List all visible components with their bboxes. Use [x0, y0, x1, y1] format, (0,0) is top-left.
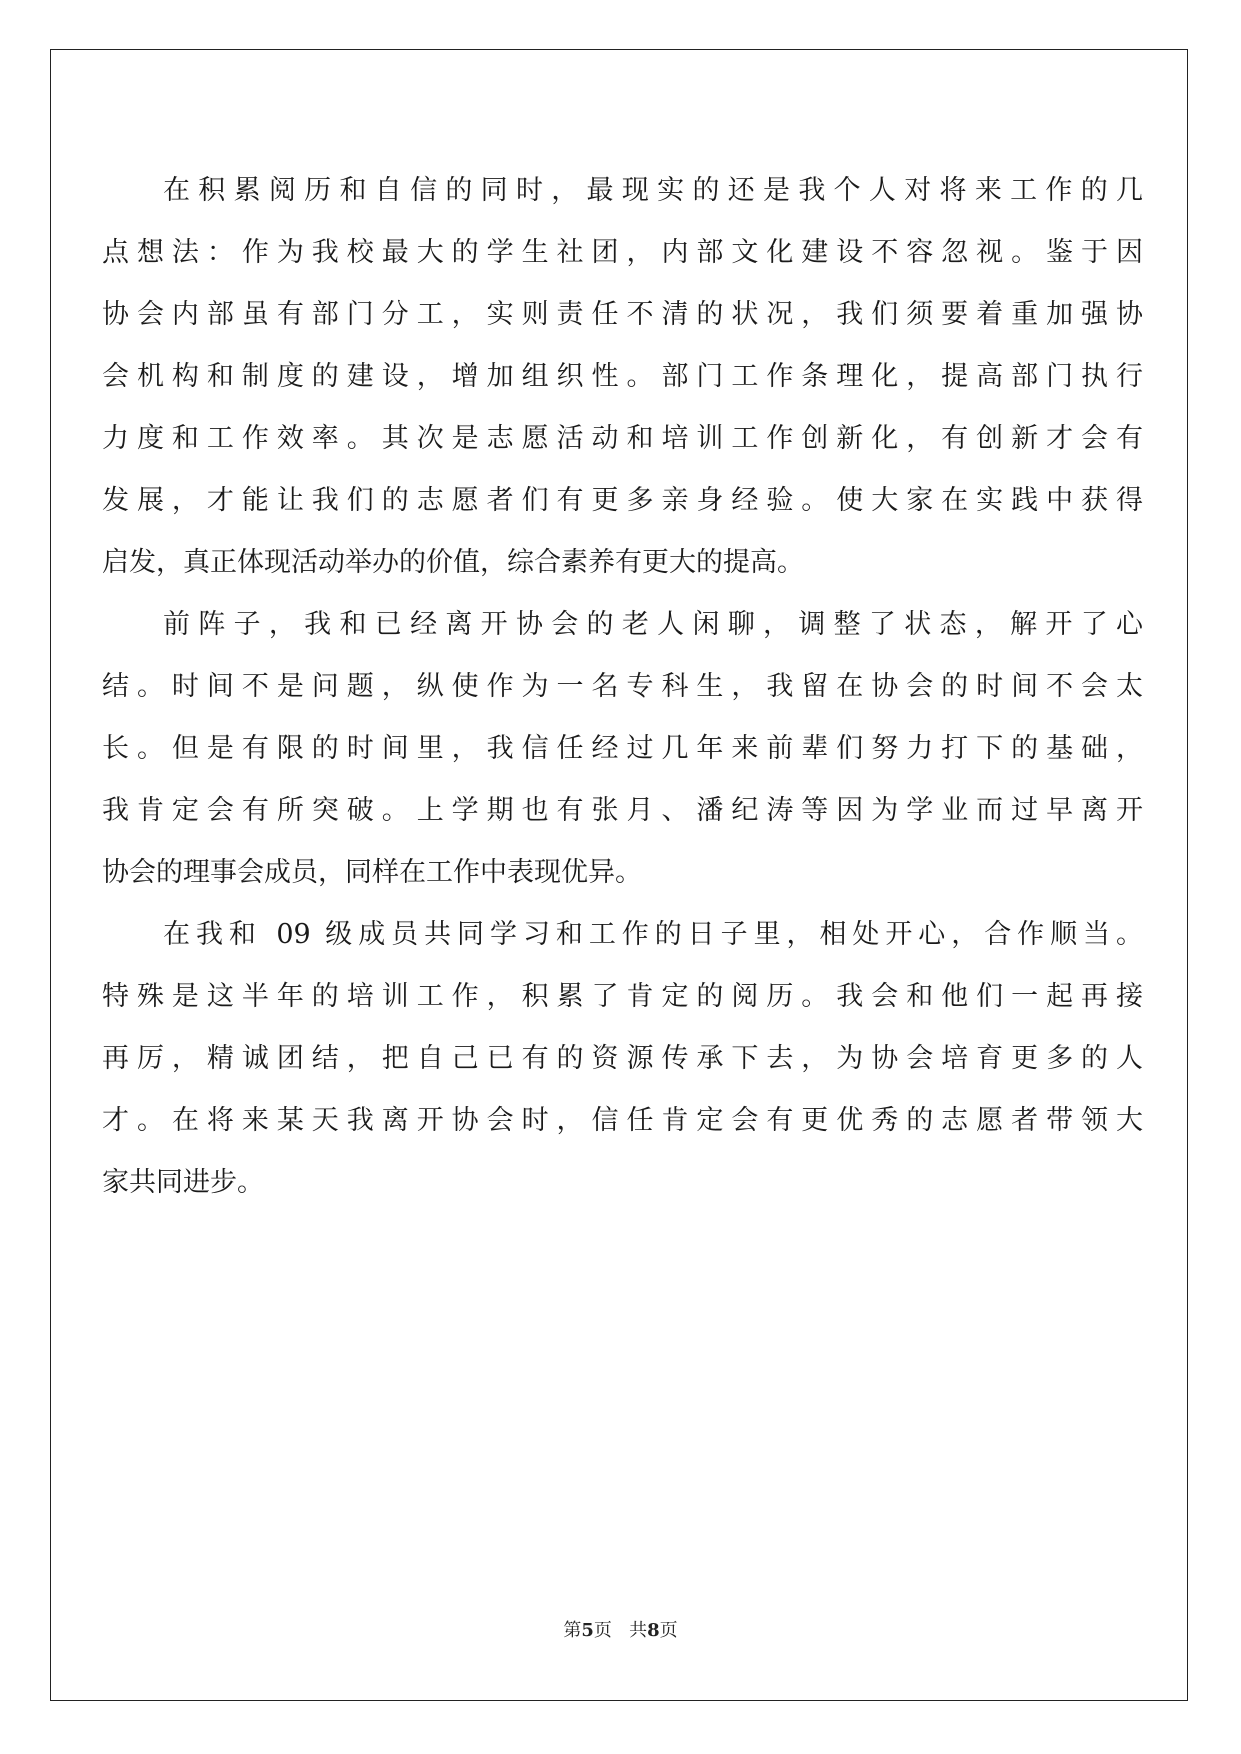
- text-line: 发展，才能让我们的志愿者们有更多亲身经验。使大家在实践中获得: [102, 485, 1143, 516]
- paragraph-2: [102, 594, 1143, 904]
- footer-page-suffix: 页: [593, 1620, 612, 1641]
- text-line: 在积累阅历和自信的同时，最现实的还是我个人对将来工作的几: [163, 175, 1143, 206]
- page-number-footer: [0, 1616, 1241, 1642]
- text-line: 协会的理事会成员，同样在工作中表现优异。: [102, 857, 642, 888]
- total-pages-number: 8: [647, 1620, 660, 1641]
- text-line: 长。但是有限的时间里，我信任经过几年来前辈们努力打下的基础，: [102, 733, 1143, 764]
- text-line: 才。在将来某天我离开协会时，信任肯定会有更优秀的志愿者带领大: [102, 1105, 1143, 1136]
- text-line: 再厉，精诚团结，把自己已有的资源传承下去，为协会培育更多的人: [102, 1043, 1143, 1074]
- text-line: 启发，真正体现活动举办的价值，综合素养有更大的提高。: [102, 547, 804, 578]
- footer-prefix: 第: [563, 1620, 582, 1641]
- document-body: [102, 160, 1143, 1214]
- text-line: 点想法：作为我校最大的学生社团，内部文化建设不容忽视。鉴于因: [102, 237, 1143, 268]
- text-line: 在我和 09 级成员共同学习和工作的日子里，相处开心，合作顺当。: [163, 919, 1143, 950]
- footer-total-prefix: 共: [629, 1620, 648, 1641]
- paragraph-3: [102, 904, 1143, 1214]
- text-line: 我肯定会有所突破。上学期也有张月、潘纪涛等因为学业而过早离开: [102, 795, 1143, 826]
- text-line: 前阵子，我和已经离开协会的老人闲聊，调整了状态，解开了心: [163, 609, 1143, 640]
- text-line: 特殊是这半年的培训工作，积累了肯定的阅历。我会和他们一起再接: [102, 981, 1143, 1012]
- current-page-number: 5: [581, 1620, 594, 1641]
- text-line: 力度和工作效率。其次是志愿活动和培训工作创新化，有创新才会有: [102, 423, 1143, 454]
- text-line: 会机构和制度的建设，增加组织性。部门工作条理化，提高部门执行: [102, 361, 1143, 392]
- text-line: 结。时间不是问题，纵使作为一名专科生，我留在协会的时间不会太: [102, 671, 1143, 702]
- text-line: 协会内部虽有部门分工，实则责任不清的状况，我们须要着重加强协: [102, 299, 1143, 330]
- text-line: 家共同进步。: [102, 1167, 264, 1198]
- paragraph-1: [102, 160, 1143, 594]
- footer-total-suffix: 页: [659, 1620, 678, 1641]
